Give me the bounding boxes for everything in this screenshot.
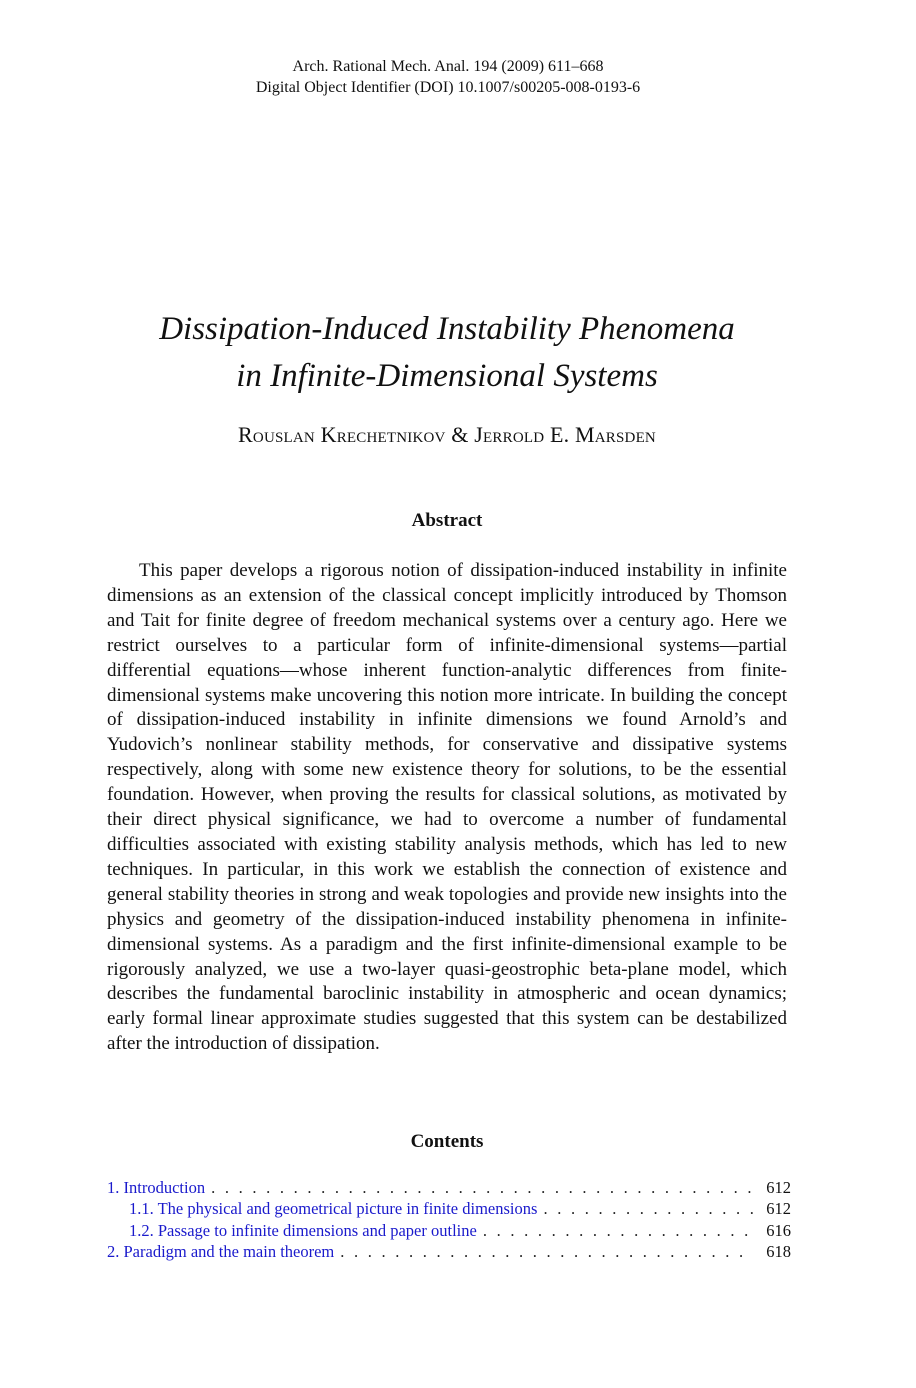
abstract-heading: Abstract xyxy=(411,510,483,531)
toc-leader-dots xyxy=(211,1178,753,1198)
toc-page-number: 612 xyxy=(766,1199,791,1219)
paper-title xyxy=(0,306,894,400)
toc-entry-physical-geometrical-picture xyxy=(107,1199,791,1220)
doi-line: Digital Object Identifier (DOI) 10.1007/s00205-008-0193-6 xyxy=(255,79,641,96)
abstract-text: This paper develops a rigorous notion of dissipation-induced instability in infinite dimensions as an extension of the classical concept implicitly introduced by Thomson and Tait for finite degree of freedom mechanical systems over a century ago. Here we restrict ourselves to a particular form of infinite-dimensional systems—partial differential equations—whose inherent function-analytic differences from finite-dimensional systems make uncovering this notion more intricate. In building the concept of dissipation-induced instability in infinite dimensions we found Arnold’s and Yudovich’s nonlinear stability methods, for conservative and dissipative systems respectively, along with some new existence theory for solutions, to be the essential foundation. However, when proving the results for classical solutions, as motivated by their direct physical significance, we had to overcome a number of fundamental difficulties associated with existing stability analysis methods, which has led to new techniques. In particular, in this work we establish the connection of existence and general stability theories in strong and weak topologies and provide new insights into the physics and geometry of the dissipation-induced instability phenomena in infinite-dimensional systems. As a paradigm and the first infinite-dimensional example to be rigorously analyzed, we use a two-layer quasi-geostrophic beta-plane model, which describes the fundamental baroclinic instability in atmospheric and ocean dynamics; early formal linear approximate studies suggested that this system can be destabilized after the introduction of dissipation. xyxy=(107,560,787,1055)
contents-heading: Contents xyxy=(410,1131,484,1152)
authors: Rouslan Krechetnikov & Jerrold E. Marsden xyxy=(238,422,656,447)
toc-page-number: 616 xyxy=(766,1220,791,1240)
toc-link-paradigm-main-theorem[interactable]: 2. Paradigm and the main theorem xyxy=(107,1241,335,1261)
table-of-contents xyxy=(107,1178,791,1263)
journal-citation: Arch. Rational Mech. Anal. 194 (2009) 611–668 xyxy=(292,58,604,75)
toc-link-physical-geometrical-picture[interactable]: 1.1. The physical and geometrical picture in finite dimensions xyxy=(129,1199,538,1219)
toc-leader-dots xyxy=(340,1242,753,1262)
toc-leader-dots xyxy=(483,1221,753,1241)
toc-link-introduction[interactable]: 1. Introduction xyxy=(107,1178,206,1197)
toc-entry-introduction xyxy=(107,1178,791,1199)
title-line-1: Dissipation-Induced Instability Phenomena xyxy=(159,311,735,347)
title-line-2: in Infinite-Dimensional Systems xyxy=(236,358,658,394)
toc-page-number: 612 xyxy=(766,1178,791,1197)
toc-entry-paradigm-main-theorem xyxy=(107,1242,791,1263)
toc-link-passage-infinite-dimensions[interactable]: 1.2. Passage to infinite dimensions and paper outline xyxy=(129,1220,477,1240)
toc-page-number: 618 xyxy=(766,1241,791,1261)
toc-entry-passage-infinite-dimensions xyxy=(107,1221,791,1242)
journal-header xyxy=(0,56,896,98)
toc-leader-dots xyxy=(543,1199,753,1219)
